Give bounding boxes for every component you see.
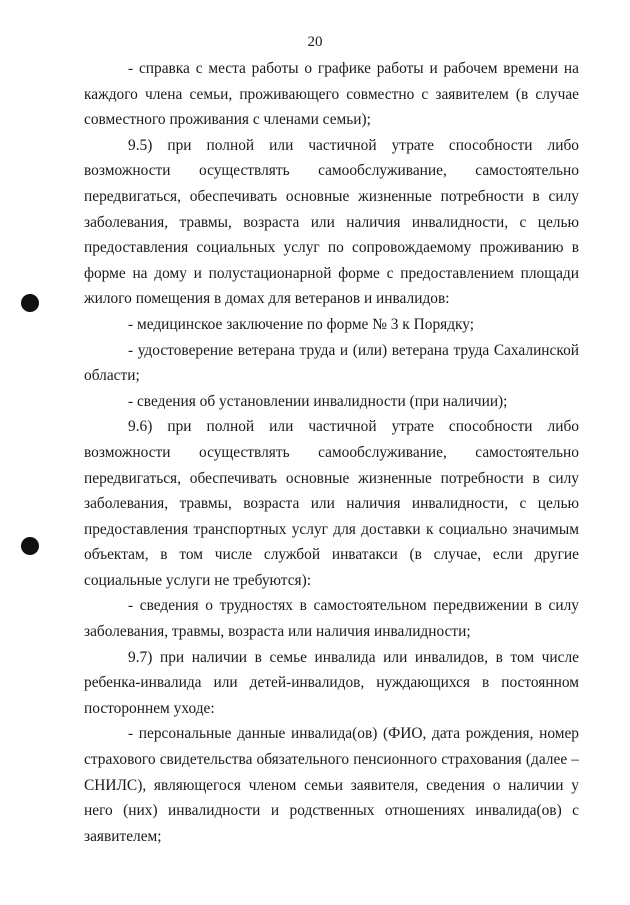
paragraph: - справка с места работы о графике работы и рабочем времени на каждого члена семьи, проживающего совместно с заявителем (в случае совместного проживания с членами семьи); bbox=[84, 60, 579, 129]
binder-hole-mark bbox=[21, 537, 39, 555]
document-body bbox=[84, 56, 579, 849]
paragraph: - персональные данные инвалида(ов) (ФИО, дата рождения, номер страхового свидетельства обязательного пенсионного страхования (далее – СНИЛС), являющегося членом семьи заявителя, сведения о наличии у него (них) инвалидности и родственных отношениях инвалида(ов) с заявителем; bbox=[84, 725, 579, 845]
paragraph: - сведения об установлении инвалидности (при наличии); bbox=[128, 392, 508, 410]
paragraph: - сведения о трудностях в самостоятельном передвижении в силу заболевания, травмы, возраста или наличия инвалидности; bbox=[84, 597, 579, 641]
binder-hole-mark bbox=[21, 294, 39, 312]
paragraph: - медицинское заключение по форме № 3 к Порядку; bbox=[128, 315, 475, 333]
paragraph: 9.5) при полной или частичной утрате способности либо возможности осуществлять самообслуживание, самостоятельно передвигаться, обеспечивать основные жизненные потребности в силу заболевания, травмы, возраста или наличия инвалидности, с целью предоставления социальных услуг по сопровождаемому проживанию в форме на дому и полустационарной форме с предоставлением площади жилого помещения в домах для ветеранов и инвалидов: bbox=[84, 136, 579, 308]
paragraph: - удостоверение ветерана труда и (или) ветерана труда Сахалинской области; bbox=[84, 341, 579, 385]
paragraph: 9.7) при наличии в семье инвалида или инвалидов, в том числе ребенка-инвалида или детей-инвалидов, нуждающихся в постоянном постороннем уходе: bbox=[84, 648, 579, 717]
paragraph: 9.6) при полной или частичной утрате способности либо возможности осуществлять самообслуживание, самостоятельно передвигаться, обеспечивать основные жизненные потребности в силу заболевания, травмы, возраста или наличия инвалидности, с целью предоставления транспортных услуг для доставки к социально значимым объектам, в том числе службой инватакси (в случае, если другие социальные услуги не требуются): bbox=[84, 418, 579, 589]
page-number: 20 bbox=[307, 34, 323, 50]
